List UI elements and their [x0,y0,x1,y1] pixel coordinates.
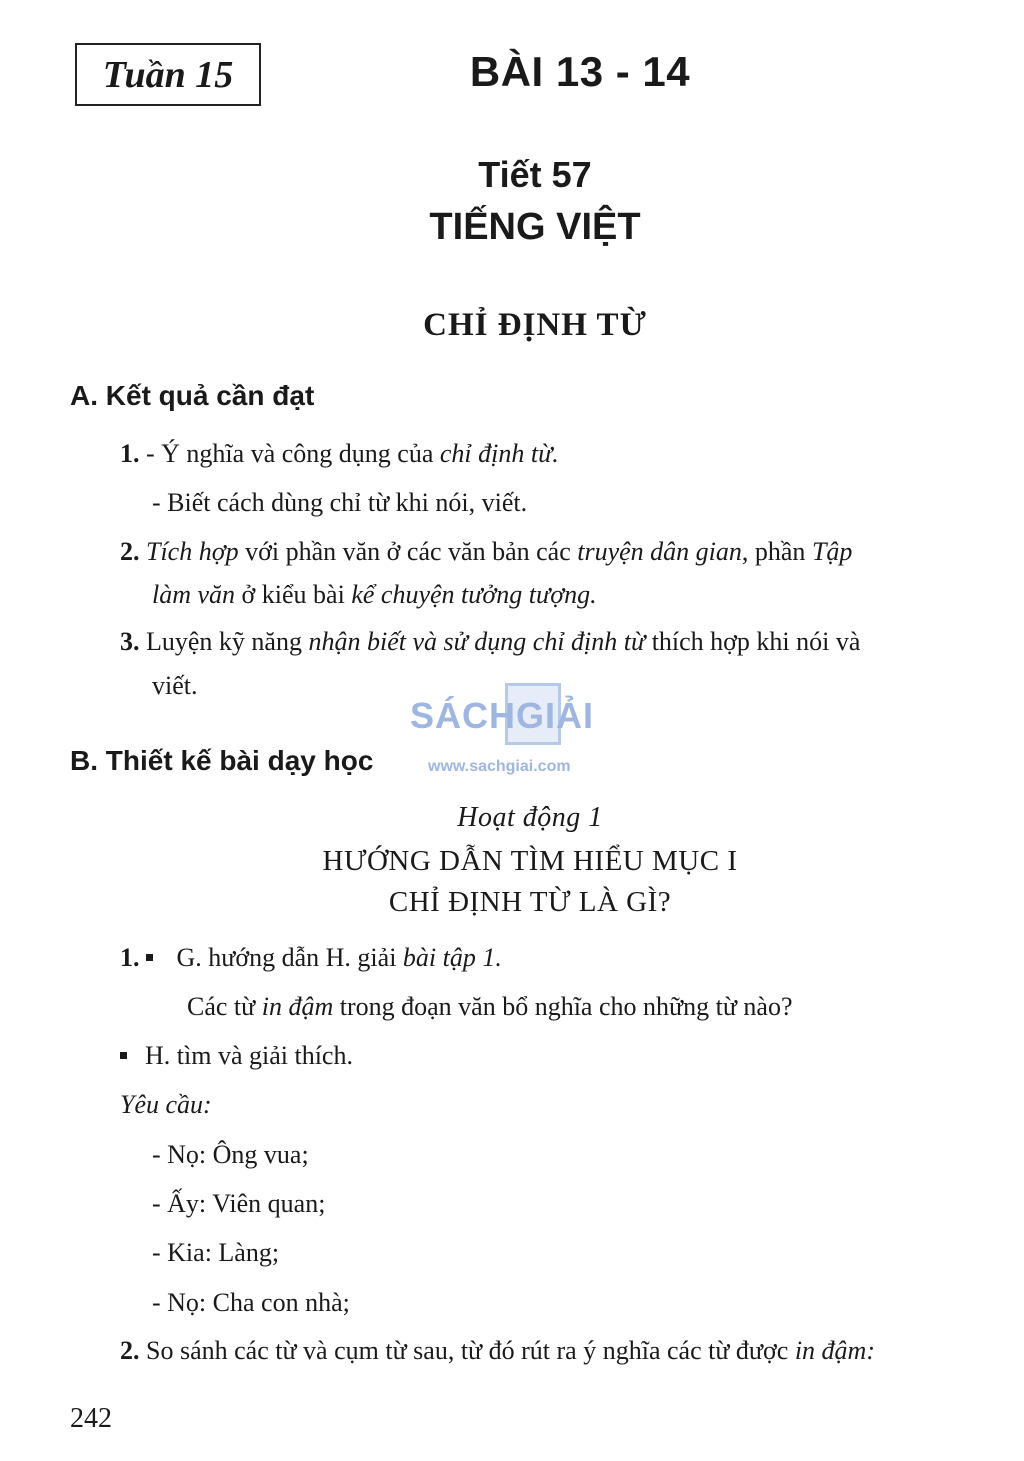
section-a-heading: A. Kết quả cần đạt [70,380,315,411]
item1-line1 [120,439,559,469]
q1-l2-t2: trong đoạn văn bổ nghĩa cho những từ nào? [333,992,793,1021]
item3-line2: viết. [152,671,198,700]
item1-emphasis: chỉ định từ. [439,439,559,468]
topic-title: CHỈ ĐỊNH TỪ [423,307,647,343]
week-label [75,43,261,106]
period-title: Tiết 57 [478,154,592,195]
q1-l2-em: in đậm [261,992,334,1021]
q2-t1: So sánh các từ và cụm từ sau, từ đó rút ra ý nghĩa các từ được [139,1336,795,1365]
activity-title-1: HƯỚNG DẪN TÌM HIỂU MỤC I [322,845,738,877]
item2-em2: truyện dân gian [577,537,742,566]
q1-l2-t1: Các từ [187,992,262,1021]
answer-2: - Ấy: Viên quan; [152,1189,326,1218]
activity-label: Hoạt động 1 [457,802,603,833]
item3-line1 [120,627,860,657]
watermark-url: www.sachgiai.com [428,758,571,775]
item2-t2: , phần [741,537,812,566]
q2-em: in đậm: [794,1336,875,1365]
item2-em1: Tích hợp [139,537,239,566]
answer-4: - Nọ: Cha con nhà; [152,1288,350,1317]
lesson-title: BÀI 13 - 14 [469,48,691,95]
section-b-heading: B. Thiết kế bài dạy học [70,745,374,776]
item1-line2: - Biết cách dùng chỉ từ khi nói, viết. [152,488,528,517]
item1-text: - Ý nghĩa và công dụng của [139,439,440,468]
item2-line1 [120,537,852,567]
q1-line3 [120,1041,353,1071]
item2-l2-t1: ở kiểu bài [235,580,352,609]
q2-line1 [120,1336,875,1366]
answer-3: - Kia: Làng; [152,1238,280,1267]
q1-l3-text: H. tìm và giải thích. [145,1041,353,1070]
item3-t2: thích hợp khi nói và [645,627,861,656]
q1-number: 1. [120,943,140,972]
bullet-icon [120,1052,127,1059]
item2-t1: với phần văn ở các văn bản các [238,537,578,566]
q1-em1: bài tập 1. [402,943,502,972]
q1-line2 [187,992,793,1022]
activity-title-2: CHỈ ĐỊNH TỪ LÀ GÌ? [388,886,672,918]
watermark-logo [410,683,620,747]
item1-number: 1. [120,439,140,468]
q1-t1: G. hướng dẫn H. giải [176,943,403,972]
q2-number: 2. [120,1336,140,1365]
item2-number: 2. [120,537,140,566]
item2-em3: Tập [811,537,853,566]
item2-line2 [152,580,597,610]
week-text: Tuần 15 [102,53,234,96]
page-number: 242 [70,1403,112,1434]
answer-1: - Nọ: Ông vua; [152,1140,309,1169]
item3-t1: Luyện kỹ năng [139,627,309,656]
watermark-text: SÁCHGIẢI [410,695,595,736]
q1-line1 [120,943,502,973]
requirement-label: Yêu cầu: [120,1090,212,1119]
subject-title: TIẾNG VIỆT [429,206,641,248]
item3-number: 3. [120,627,140,656]
item2-l2-em1: làm văn [152,580,236,609]
bullet-icon [146,954,153,961]
item3-em: nhận biết và sử dụng chỉ định từ [308,627,646,656]
item2-l2-em2: kể chuyện tưởng tượng. [351,580,597,609]
